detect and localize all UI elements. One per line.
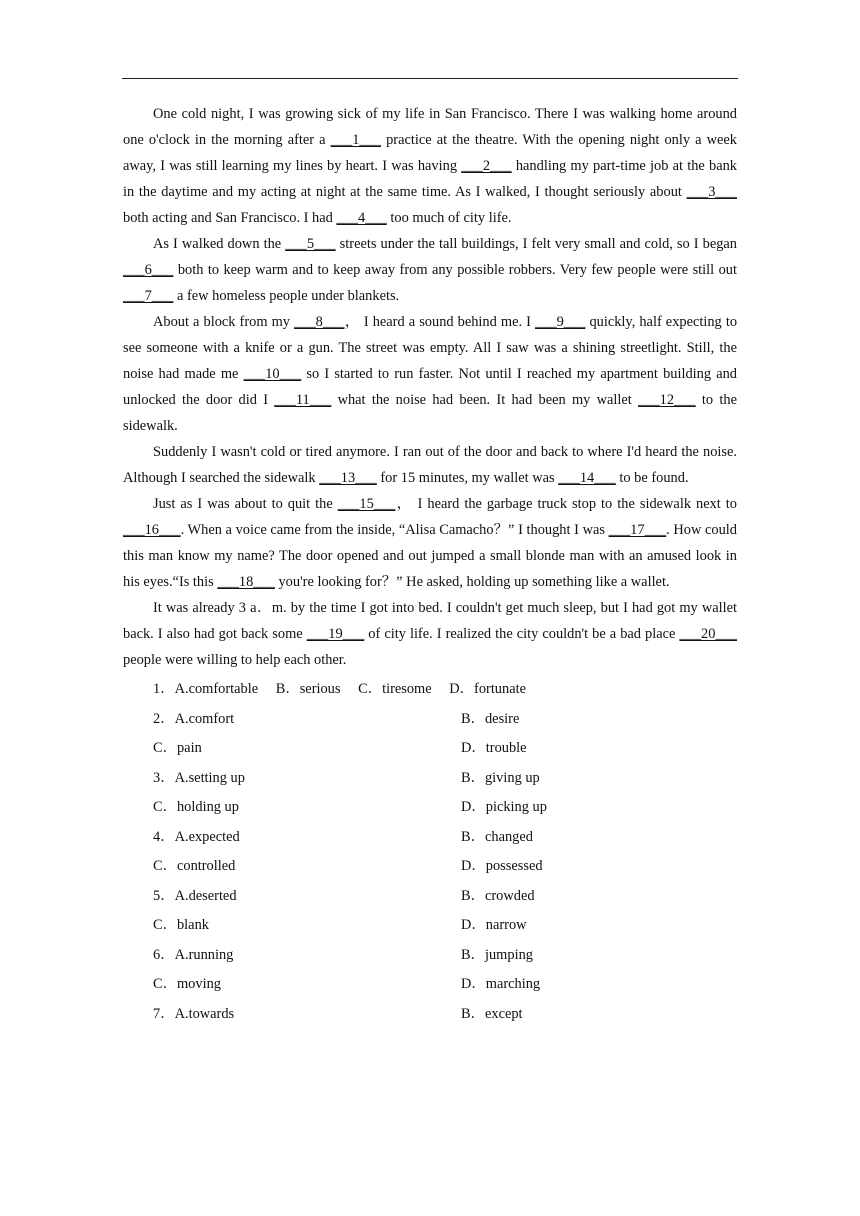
option-left: 4．A.expected	[153, 828, 240, 845]
blank-number: ___13___	[319, 470, 377, 486]
option-left: 3．A.setting up	[153, 769, 245, 786]
blank-number: ___18___	[217, 574, 275, 590]
blank-number: ___11___	[274, 392, 332, 408]
blank-number: ___4___	[336, 210, 387, 226]
blank-number: ___10___	[243, 366, 302, 382]
passage-text: for 15 minutes, my wallet was	[376, 470, 559, 486]
passage-text: practice at the theatre. With the opening night only a week away, I was still learning my lines by heart. I was having	[123, 132, 737, 174]
option-left: C．pain	[153, 740, 202, 756]
blank-number: ___2___	[461, 158, 512, 174]
passage-text: quickly, half expecting to see someone with a knife or a gun. The street was empty. All I saw was a shining streetlight. Still, the noise had made me	[123, 314, 738, 382]
blank-number: ___15___	[337, 496, 396, 512]
passage-text: streets under the tall buildings, I felt very small and cold, so I began	[335, 236, 738, 252]
blank-number: ___16___	[123, 522, 181, 538]
passage-paragraph	[123, 439, 737, 491]
passage-text: people were willing to help each other.	[123, 652, 347, 668]
blank-number: ___14___	[558, 470, 616, 486]
option-left: 7．A.towards	[153, 1005, 235, 1022]
option-row	[123, 1000, 737, 1030]
blank-number: ___12___	[638, 392, 696, 408]
blank-number: ___6___	[123, 262, 174, 278]
blank-number: ___3___	[686, 184, 737, 200]
passage-paragraph	[123, 231, 737, 309]
q1-option-d: D．fortunate	[449, 681, 526, 697]
passage-paragraph	[123, 491, 737, 595]
blank-number: ___8___	[294, 314, 345, 330]
q1-option-c: C．tiresome	[358, 681, 432, 697]
header-rule	[122, 78, 738, 79]
passage-text: . When a voice came from the inside, “Alisa Camacho？” I thought I was	[180, 522, 609, 538]
passage-text: Suddenly I wasn't cold or tired anymore. I ran out of the door and back to where I'd heard the noise. Although I searched the sidewalk	[123, 444, 737, 486]
option-left: C．blank	[153, 917, 209, 933]
option-left: 2．A.comfort	[153, 710, 235, 727]
blank-number: ___7___	[123, 288, 174, 304]
document-body	[123, 101, 737, 1029]
option-row-q1	[123, 675, 737, 705]
passage-text: both acting and San Francisco. I had	[123, 210, 337, 226]
option-row	[123, 764, 737, 794]
answer-options	[123, 675, 737, 1029]
passage-text: Just as I was about to quit the	[153, 496, 338, 512]
option-right: B．changed	[461, 828, 533, 845]
passage-text: About a block from my	[153, 314, 295, 330]
passage-text: too much of city life.	[386, 210, 512, 226]
option-right: D．trouble	[461, 740, 527, 756]
option-left: 5．A.deserted	[153, 887, 237, 904]
passage-text: what the noise had been. It had been my wallet	[331, 392, 639, 408]
passage-text: One cold night, I was growing sick of my life in San Francisco. There I was walking home around one o'clock in the morning after a	[123, 106, 737, 148]
passage-text: ， I heard a sound behind me. I	[344, 314, 536, 330]
option-right: B．crowded	[461, 887, 535, 904]
option-right: D．possessed	[461, 858, 543, 874]
blank-number: ___20___	[679, 626, 737, 642]
q1-option-b: B．serious	[275, 681, 341, 697]
passage-text: ， I heard the garbage truck stop to the sidewalk next to	[395, 496, 738, 512]
option-left: C．holding up	[153, 799, 239, 815]
blank-number: ___1___	[330, 132, 381, 148]
option-right: D．narrow	[461, 917, 527, 933]
option-row	[123, 882, 737, 912]
blank-number: ___19___	[306, 626, 365, 642]
passage-text: a few homeless people under blankets.	[173, 288, 400, 304]
passage-text: so I started to run faster. Not until I reached my apartment building and unlocked the door did I	[123, 366, 737, 408]
option-right: B．desire	[461, 710, 520, 727]
option-right: B．giving up	[461, 769, 540, 786]
passage-text: It was already 3 a．m. by the time I got into bed. I couldn't get much sleep, but I had got my wallet back. I also had got back some	[123, 600, 737, 642]
cloze-passage	[123, 101, 737, 673]
q1-options	[153, 675, 540, 705]
option-row	[123, 970, 737, 1000]
passage-text: . How could this man know my name? The door opened and out jumped a small blonde man with an amused look in his eyes.“Is this	[123, 522, 737, 590]
option-row	[123, 793, 737, 823]
blank-number: ___17___	[608, 522, 667, 538]
option-right: D．marching	[461, 976, 541, 992]
option-row	[123, 734, 737, 764]
q1-option-a: 1．A.comfortable	[153, 681, 259, 697]
option-left: C．controlled	[153, 858, 236, 874]
option-row	[123, 911, 737, 941]
option-right: D．picking up	[461, 799, 547, 815]
passage-paragraph	[123, 595, 737, 673]
passage-text: of city life. I realized the city couldn't be a bad place	[364, 626, 680, 642]
option-row	[123, 705, 737, 735]
blank-number: ___5___	[285, 236, 336, 252]
blank-number: ___9___	[535, 314, 586, 330]
passage-text: to the sidewalk.	[123, 392, 737, 434]
passage-paragraph	[123, 101, 737, 231]
passage-paragraph	[123, 309, 737, 439]
option-left: 6．A.running	[153, 946, 234, 963]
option-row	[123, 852, 737, 882]
passage-text: both to keep warm and to keep away from any possible robbers. Very few people were still out	[173, 262, 737, 278]
option-left: C．moving	[153, 976, 221, 992]
option-row	[123, 941, 737, 971]
option-row	[123, 823, 737, 853]
option-right: B．jumping	[461, 946, 533, 963]
passage-text: As I walked down the	[153, 236, 286, 252]
passage-text: to be found.	[615, 470, 689, 486]
option-right: B．except	[461, 1005, 523, 1022]
passage-text: handling my part-time job at the bank in the daytime and my acting at night at the same time. As I walked, I thought seriously about	[123, 158, 737, 200]
passage-text: you're looking for？” He asked, holding up something like a wallet.	[274, 574, 670, 590]
